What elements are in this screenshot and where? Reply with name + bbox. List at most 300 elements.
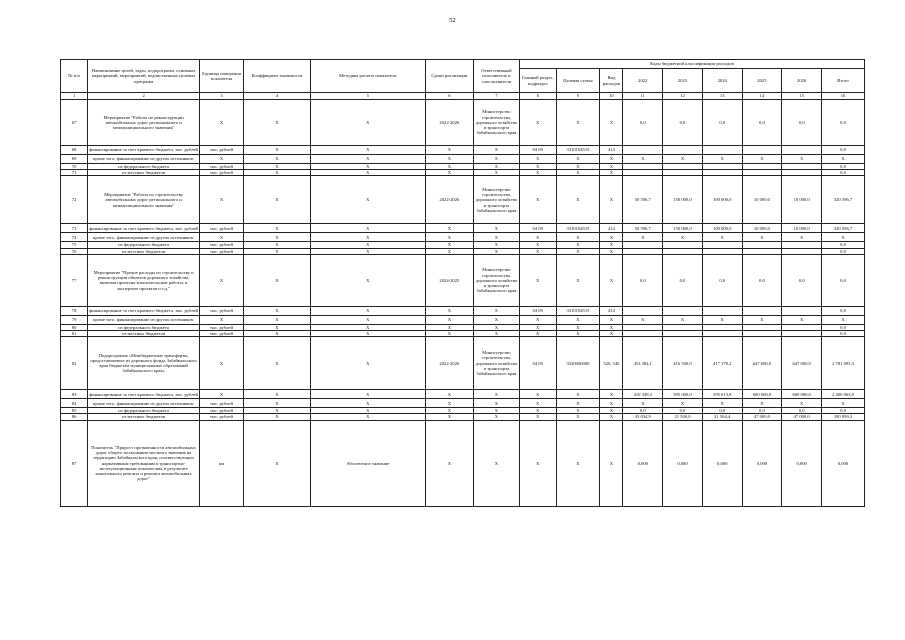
row-year-value: Х	[782, 155, 822, 164]
row-responsible: Министерство строительства, дорожного хозяйства и транспорта Забайкальского края	[473, 337, 519, 390]
row-number: 68	[61, 146, 88, 155]
row-target-code: Х	[556, 100, 600, 146]
row-coef: Х	[243, 164, 310, 170]
row-total: 2 781 093,3	[822, 337, 865, 390]
row-period: Х	[425, 170, 473, 176]
table-row	[61, 306, 865, 315]
row-responsible: Х	[473, 408, 519, 414]
row-total: Х	[822, 315, 865, 324]
row-year-value: 150 000,0	[663, 176, 703, 224]
row-method: Х	[310, 248, 425, 254]
row-method: Х	[310, 337, 425, 390]
row-year-value: Х	[742, 233, 782, 242]
row-main-code: Х	[519, 390, 556, 399]
row-unit: тыс. рублей	[200, 248, 244, 254]
row-responsible: Х	[473, 331, 519, 337]
row-year-value: 0,0	[742, 254, 782, 306]
row-total: 0,0	[822, 408, 865, 414]
row-target-code: Х	[556, 176, 600, 224]
row-year-value: 0,0	[782, 408, 822, 414]
row-year-value	[663, 146, 703, 155]
row-period: Х	[425, 155, 473, 164]
row-total: 320 596,7	[822, 176, 865, 224]
row-period: Х	[425, 408, 473, 414]
row-target-code: Х	[556, 242, 600, 248]
row-year-value: Х	[663, 155, 703, 164]
row-unit: Х	[200, 337, 244, 390]
row-period: 2022-2026	[425, 176, 473, 224]
row-period: Х	[425, 224, 473, 233]
row-unit: тыс. рублей	[200, 164, 244, 170]
row-method: Х	[310, 176, 425, 224]
column-number: 13	[702, 93, 742, 100]
row-method: Х	[310, 390, 425, 399]
row-main-code: Х	[519, 254, 556, 306]
row-target-code: Х	[556, 399, 600, 408]
row-year-value: Х	[702, 315, 742, 324]
row-total: 0,0	[822, 100, 865, 146]
row-number: 77	[61, 254, 88, 306]
row-total: 2 400 963,0	[822, 390, 865, 399]
table-row	[61, 155, 865, 164]
row-year-value: Х	[742, 315, 782, 324]
row-period: Х	[425, 331, 473, 337]
row-coef: Х	[243, 242, 310, 248]
row-year-value: 47 000,0	[782, 414, 822, 420]
row-year-value: 0,000	[702, 420, 742, 506]
row-period: Х	[425, 242, 473, 248]
row-method: Х	[310, 164, 425, 170]
row-number: 67	[61, 100, 88, 146]
row-name: Подпрограмма «Межбюджетные трансферты, предоставляемые из дорожного фонда Забайкальского края бюджетам муниципальных образований Забайкальского края»	[88, 337, 200, 390]
row-coef: Х	[243, 408, 310, 414]
row-kind-code: Х	[600, 242, 623, 248]
row-target-code: Х	[556, 390, 600, 399]
row-main-code: 04 09	[519, 306, 556, 315]
row-year-value	[742, 146, 782, 155]
row-year-value: 0,0	[782, 100, 822, 146]
row-year-value: 0,000	[623, 420, 663, 506]
row-name: Показатель "Прирост протяженности автомобильных дорог общего пользования местного значения на территории Забайкальского края, соответствующих нормативным требованиям к транспортно-эксплуатационным показателям, в результате капитального ремонта и ремонта автомобильных дорог"	[88, 420, 200, 506]
row-method: Х	[310, 254, 425, 306]
column-number: 15	[782, 93, 822, 100]
row-number: 69	[61, 155, 88, 164]
row-main-code: Х	[519, 414, 556, 420]
row-unit: тыс. рублей	[200, 146, 244, 155]
row-year-value: 600 000,0	[742, 390, 782, 399]
row-year-value	[742, 306, 782, 315]
row-main-code: Х	[519, 399, 556, 408]
row-total: 0,000	[822, 420, 865, 506]
row-year-value: Х	[782, 315, 822, 324]
row-responsible: Х	[473, 242, 519, 248]
row-total: 0,0	[822, 306, 865, 315]
row-name: из федерального бюджета	[88, 408, 200, 414]
row-year-value: 0,0	[663, 254, 703, 306]
row-total: 0,0	[822, 324, 865, 330]
row-year-value: Х	[702, 155, 742, 164]
row-main-code: Х	[519, 100, 556, 146]
row-number: 74	[61, 233, 88, 242]
row-total: Х	[822, 399, 865, 408]
column-number: 8	[519, 93, 556, 100]
row-kind-code: Х	[600, 248, 623, 254]
row-method: Х	[310, 306, 425, 315]
page-number: 52	[449, 17, 456, 24]
row-name: из федерального бюджета	[88, 164, 200, 170]
row-coef: Х	[243, 315, 310, 324]
row-year-value: 150 000,0	[663, 224, 703, 233]
row-main-code: Х	[519, 408, 556, 414]
row-kind-code: Х	[600, 176, 623, 224]
row-unit: тыс. рублей	[200, 242, 244, 248]
column-number: 14	[742, 93, 782, 100]
row-name: финансирование за счет краевого бюджета, тыс. рублей	[88, 146, 200, 155]
row-total: Х	[822, 233, 865, 242]
row-year-value: 0,000	[782, 420, 822, 506]
row-kind-code: Х	[600, 399, 623, 408]
row-kind-code: 414	[600, 146, 623, 155]
column-number: 11	[623, 93, 663, 100]
column-number: 5	[310, 93, 425, 100]
row-kind-code: Х	[600, 408, 623, 414]
row-method: Абсолютное значение	[310, 420, 425, 506]
row-year-value: Х	[623, 233, 663, 242]
row-period: 2022-2026	[425, 100, 473, 146]
row-responsible: Х	[473, 170, 519, 176]
table-row	[61, 233, 865, 242]
row-number: 83	[61, 390, 88, 399]
row-number: 79	[61, 315, 88, 324]
row-year-value: 0,0	[702, 408, 742, 414]
row-year-value: Х	[623, 155, 663, 164]
row-number: 84	[61, 399, 88, 408]
row-method: Х	[310, 242, 425, 248]
row-method: Х	[310, 408, 425, 414]
header-main: Главный раздел, подраздел	[519, 69, 556, 93]
column-number: 2	[88, 93, 200, 100]
column-number: 3	[200, 93, 244, 100]
row-year-value	[623, 306, 663, 315]
row-unit: тыс. рублей	[200, 399, 244, 408]
row-period: Х	[425, 315, 473, 324]
row-number: 70	[61, 164, 88, 170]
row-year-value: 10 000,0	[742, 224, 782, 233]
header-coef: Коэффициент значимости	[243, 60, 310, 93]
header-unit: Единица измерения показателя	[200, 60, 244, 93]
row-main-code: Х	[519, 248, 556, 254]
row-kind-code: 414	[600, 306, 623, 315]
row-year-value: 0,0	[663, 100, 703, 146]
row-name: кроме того, финансирование из других источников:	[88, 233, 200, 242]
row-year-value: 416 500,0	[663, 337, 703, 390]
row-target-code: Х	[556, 254, 600, 306]
row-kind-code: 414	[600, 224, 623, 233]
row-main-code: Х	[519, 170, 556, 176]
row-number: 76	[61, 248, 88, 254]
row-kind-code: Х	[600, 164, 623, 170]
row-method: Х	[310, 170, 425, 176]
header-name: Наименование целей, задач, подпрограмм, основных мероприятий, мероприятий, ведомственных целевых программ	[88, 60, 200, 93]
row-name: кроме того, финансирование из других источников:	[88, 315, 200, 324]
row-coef: Х	[243, 420, 310, 506]
row-target-code: Х	[556, 420, 600, 506]
row-number: 73	[61, 224, 88, 233]
row-period: Х	[425, 324, 473, 330]
header-year: 2024	[702, 69, 742, 93]
row-name: Мероприятие "Работы по реконструкции автомобильных дорог регионального и межмуниципального значения"	[88, 100, 200, 146]
row-period: 2022-2026	[425, 337, 473, 390]
row-kind-code: Х	[600, 324, 623, 330]
row-name: финансирование за счет краевого бюджета, тыс. рублей	[88, 390, 200, 399]
row-year-value: 0,0	[623, 254, 663, 306]
row-coef: Х	[243, 306, 310, 315]
row-unit: тыс. рублей	[200, 331, 244, 337]
row-responsible: Х	[473, 324, 519, 330]
row-responsible: Министерство строительства, дорожного хозяйства и транспорта Забайкальского края	[473, 100, 519, 146]
row-kind-code: Х	[600, 254, 623, 306]
header-year: 2026	[782, 69, 822, 93]
row-name: из местных бюджетов	[88, 170, 200, 176]
row-kind-code: Х	[600, 170, 623, 176]
row-year-value: 0,0	[702, 100, 742, 146]
row-coef: Х	[243, 224, 310, 233]
row-total: 0,0	[822, 248, 865, 254]
row-method: Х	[310, 414, 425, 420]
row-period: Х	[425, 248, 473, 254]
row-year-value: 47 000,0	[742, 414, 782, 420]
row-coef: Х	[243, 331, 310, 337]
row-period: 2024-2025	[425, 254, 473, 306]
row-year-value: Х	[663, 315, 703, 324]
row-total: 0,0	[822, 164, 865, 170]
row-kind-code: Х	[600, 233, 623, 242]
row-year-value: 100 000,0	[702, 176, 742, 224]
row-coef: Х	[243, 337, 310, 390]
column-number: 10	[600, 93, 623, 100]
row-responsible: Х	[473, 390, 519, 399]
row-number: 85	[61, 408, 88, 414]
row-target-code: Х	[556, 315, 600, 324]
row-number: 81	[61, 331, 88, 337]
row-unit: Х	[200, 390, 244, 399]
column-number: 1	[61, 93, 88, 100]
row-target-code: Х	[556, 414, 600, 420]
row-responsible: Министерство строительства, дорожного хозяйства и транспорта Забайкальского края	[473, 254, 519, 306]
header-period: Сроки реализации	[425, 60, 473, 93]
column-number: 12	[663, 93, 703, 100]
row-name: кроме того, финансирование из других источников:	[88, 155, 200, 164]
row-unit: км	[200, 420, 244, 506]
row-year-value: Х	[623, 315, 663, 324]
row-target-code: Х	[556, 164, 600, 170]
row-unit: тыс. рублей	[200, 324, 244, 330]
header-method: Методика расчета показателя	[310, 60, 425, 93]
row-coef: Х	[243, 390, 310, 399]
row-main-code: Х	[519, 164, 556, 170]
row-name: из федерального бюджета	[88, 324, 200, 330]
row-number: 82	[61, 337, 88, 390]
row-number: 75	[61, 242, 88, 248]
row-main-code: Х	[519, 176, 556, 224]
row-method: Х	[310, 233, 425, 242]
row-kind-code: Х	[600, 315, 623, 324]
row-kind-code: Х	[600, 155, 623, 164]
row-responsible: Министерство строительства, дорожного хозяйства и транспорта Забайкальского края	[473, 176, 519, 224]
row-period: Х	[425, 146, 473, 155]
table-row	[61, 100, 865, 146]
header-resp: Ответственный исполнитель и соисполнители	[473, 60, 519, 93]
program-table	[60, 59, 865, 507]
header-budget-group: Коды бюджетной классификации расходов	[519, 60, 864, 69]
row-main-code: 04 09	[519, 146, 556, 155]
row-total: 0,0	[822, 254, 865, 306]
row-unit: Х	[200, 315, 244, 324]
row-main-code: Х	[519, 315, 556, 324]
row-year-value: 410 349,2	[623, 390, 663, 399]
row-method: Х	[310, 315, 425, 324]
row-year-value: 0,0	[742, 408, 782, 414]
table-row	[61, 390, 865, 399]
row-kind-code: Х	[600, 420, 623, 506]
row-period: Х	[425, 306, 473, 315]
row-name: из местных бюджетов	[88, 331, 200, 337]
row-year-value: Х	[702, 233, 742, 242]
row-year-value: 417 178,2	[702, 337, 742, 390]
row-coef: Х	[243, 233, 310, 242]
row-year-value: 0,0	[702, 254, 742, 306]
row-main-code: 04 09	[519, 224, 556, 233]
table-row	[61, 399, 865, 408]
row-coef: Х	[243, 146, 310, 155]
row-target-code: 3310104515	[556, 146, 600, 155]
row-year-value: 395 613,8	[702, 390, 742, 399]
row-target-code: Х	[556, 331, 600, 337]
row-responsible: Х	[473, 224, 519, 233]
row-period: Х	[425, 399, 473, 408]
row-unit: тыс. рублей	[200, 408, 244, 414]
row-unit: тыс. рублей	[200, 306, 244, 315]
row-responsible: Х	[473, 414, 519, 420]
table-row	[61, 176, 865, 224]
column-number: 4	[243, 93, 310, 100]
row-year-value: Х	[782, 233, 822, 242]
row-method: Х	[310, 146, 425, 155]
row-unit: тыс. рублей	[200, 170, 244, 176]
row-period: Х	[425, 420, 473, 506]
row-target-code: 3310104515	[556, 224, 600, 233]
column-number-row	[61, 93, 865, 100]
header-year: 2025	[742, 69, 782, 93]
table-row	[61, 420, 865, 506]
row-kind-code: Х	[600, 100, 623, 146]
header-year: 2022	[623, 69, 663, 93]
row-year-value: 50 596,7	[623, 176, 663, 224]
column-number: 6	[425, 93, 473, 100]
row-responsible: Х	[473, 420, 519, 506]
header-target: Целевая статья	[556, 69, 600, 93]
row-year-value: 10 000,0	[742, 176, 782, 224]
row-target-code: Х	[556, 170, 600, 176]
row-name: финансирование за счет краевого бюджета, тыс. рублей	[88, 224, 200, 233]
row-responsible: Х	[473, 306, 519, 315]
row-year-value: 647 000,0	[782, 337, 822, 390]
row-year-value	[702, 306, 742, 315]
row-method: Х	[310, 224, 425, 233]
row-year-value	[782, 146, 822, 155]
row-unit: Х	[200, 233, 244, 242]
row-name: кроме того, финансирование из других источников:	[88, 399, 200, 408]
row-coef: Х	[243, 155, 310, 164]
row-name: Мероприятие "Работы по строительству автомобильных дорог регионального и межмуниципального значения"	[88, 176, 200, 224]
row-number: 78	[61, 306, 88, 315]
row-coef: Х	[243, 248, 310, 254]
row-name: из местных бюджетов	[88, 248, 200, 254]
row-kind-code: Х	[600, 390, 623, 399]
row-period: Х	[425, 164, 473, 170]
row-year-value: 0,0	[623, 100, 663, 146]
row-responsible: Х	[473, 315, 519, 324]
row-responsible: Х	[473, 399, 519, 408]
row-year-value: 50 596,7	[623, 224, 663, 233]
row-coef: Х	[243, 324, 310, 330]
row-year-value: 10 000,0	[782, 176, 822, 224]
row-responsible: Х	[473, 164, 519, 170]
row-year-value: 0,0	[782, 254, 822, 306]
row-main-code: Х	[519, 242, 556, 248]
row-total: 180 099,3	[822, 414, 865, 420]
row-main-code: Х	[519, 233, 556, 242]
column-number: 9	[556, 93, 600, 100]
row-target-code: Х	[556, 324, 600, 330]
row-coef: Х	[243, 100, 310, 146]
row-target-code: Х	[556, 248, 600, 254]
row-year-value: Х	[742, 155, 782, 164]
row-responsible: Х	[473, 146, 519, 155]
header-year: 2023	[663, 69, 703, 93]
row-period: Х	[425, 390, 473, 399]
row-unit: Х	[200, 176, 244, 224]
row-kind-code: Х	[600, 331, 623, 337]
row-method: Х	[310, 331, 425, 337]
row-kind-code: 520, 540	[600, 337, 623, 390]
row-responsible: Х	[473, 233, 519, 242]
row-number: 86	[61, 414, 88, 420]
row-year-value: 0,000	[663, 420, 703, 506]
row-method: Х	[310, 155, 425, 164]
row-year-value: 395 000,0	[663, 390, 703, 399]
row-name: из местных бюджетов	[88, 414, 200, 420]
header-kind: Вид расходов	[600, 69, 623, 93]
column-number: 16	[822, 93, 865, 100]
row-main-code: Х	[519, 324, 556, 330]
row-target-code: Х	[556, 408, 600, 414]
row-unit: Х	[200, 100, 244, 146]
row-year-value: 0,000	[742, 420, 782, 506]
row-total: Х	[822, 155, 865, 164]
row-year-value	[782, 306, 822, 315]
table-row	[61, 146, 865, 155]
row-unit: Х	[200, 155, 244, 164]
row-year-value: 647 000,0	[742, 337, 782, 390]
row-total: 0,0	[822, 331, 865, 337]
row-period: Х	[425, 233, 473, 242]
row-target-code: Х	[556, 155, 600, 164]
row-method: Х	[310, 100, 425, 146]
row-year-value: Х	[782, 399, 822, 408]
table-row	[61, 315, 865, 324]
row-number: 71	[61, 170, 88, 176]
